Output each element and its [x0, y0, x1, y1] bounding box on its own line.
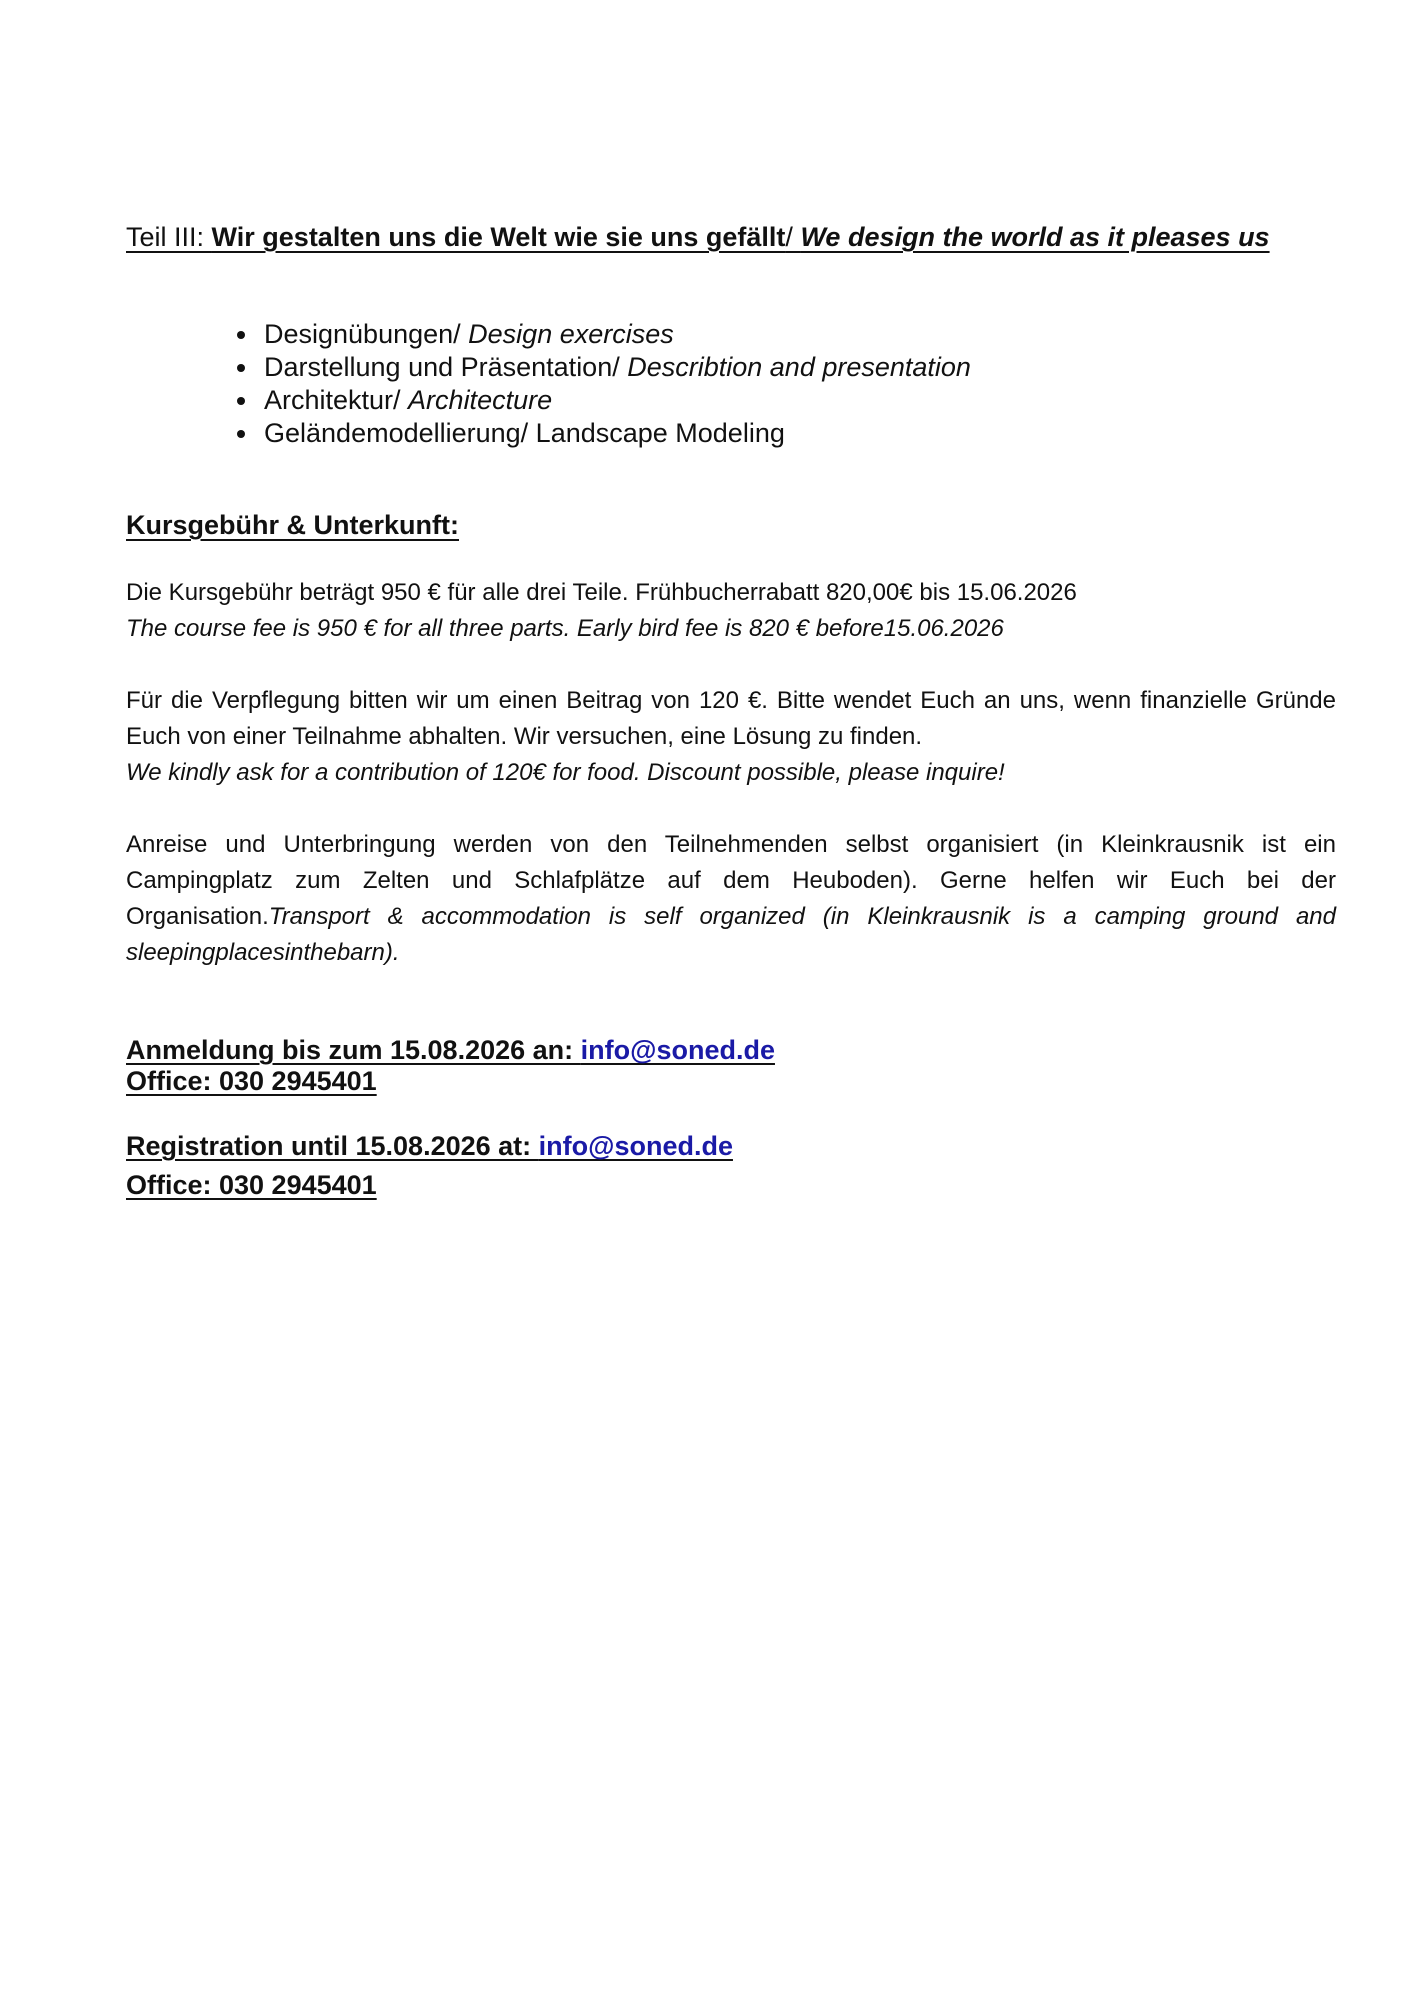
topic-list [126, 318, 1336, 450]
topic-en: Describtion and presentation [627, 352, 971, 382]
topic-de: Geländemodellierung/ Landscape Modeling [264, 418, 785, 448]
document-page [126, 220, 1336, 1201]
registration-de [126, 1035, 1336, 1097]
travel-paragraph [126, 827, 1336, 971]
topic-de: Darstellung und Präsentation/ [264, 352, 628, 382]
part-heading [126, 220, 1336, 254]
list-item [260, 351, 1336, 384]
list-item [260, 318, 1336, 351]
food-text-en: We kindly ask for a contribution of 120€ for food. Discount possible, please inquire! [126, 759, 1005, 786]
office-phone: Office: 030 2945401 [126, 1170, 377, 1200]
part-prefix: Teil III: [126, 222, 212, 252]
food-text-de: Für die Verpflegung bitten wir um einen Beitrag von 120 €. Bitte wendet Euch an uns, wenn finanzielle Gründe Euch von einer Teilnahme abhalten. Wir versuchen, eine Lösung zu finden. [126, 687, 1336, 750]
office-phone: Office: 030 2945401 [126, 1066, 377, 1096]
registration-de-label: Anmeldung bis zum 15.08.2026 an: [126, 1035, 581, 1065]
registration-en-line [126, 1131, 1336, 1162]
part-title-de: Wir gestalten uns die Welt wie sie uns gefällt [211, 222, 786, 252]
email-link[interactable]: info@soned.de [538, 1131, 733, 1161]
registration-en-label: Registration until 15.08.2026 at: [126, 1131, 539, 1161]
travel-text-de: Anreise und Unterbringung werden von den Teilnehmenden selbst organisiert (in Kleinkrausnik ist ein Campingplatz zum Zelten und Schlafplätze auf dem Heuboden). Gerne helfen wir Euch bei der Organisation. [126, 831, 1336, 930]
topic-en: Architecture [408, 385, 553, 415]
fee-text-de: Die Kursgebühr beträgt 950 € für alle drei Teile. Frühbucherrabatt 820,00€ bis 15.06.2026 [126, 579, 1077, 606]
fees-section-title: Kursgebühr & Unterkunft: [126, 510, 459, 540]
part-separator: / [785, 222, 801, 252]
topic-en: Design exercises [468, 319, 674, 349]
part-title-en: We design the world as it pleases us [800, 222, 1270, 252]
list-item [260, 417, 1336, 450]
fee-paragraph [126, 575, 1336, 647]
food-paragraph [126, 683, 1336, 791]
travel-text-en: Transport & accommodation is self organized (in Kleinkrausnik is a camping ground and sleepingplacesinthebarn). [126, 903, 1336, 966]
list-item [260, 384, 1336, 417]
registration-de-line [126, 1035, 1336, 1066]
fee-text-en: The course fee is 950 € for all three parts. Early bird fee is 820 € before15.06.2026 [126, 615, 1004, 642]
topic-de: Designübungen/ [264, 319, 469, 349]
registration-en [126, 1131, 1336, 1201]
topic-de: Architektur/ [264, 385, 409, 415]
email-link[interactable]: info@soned.de [580, 1035, 775, 1065]
